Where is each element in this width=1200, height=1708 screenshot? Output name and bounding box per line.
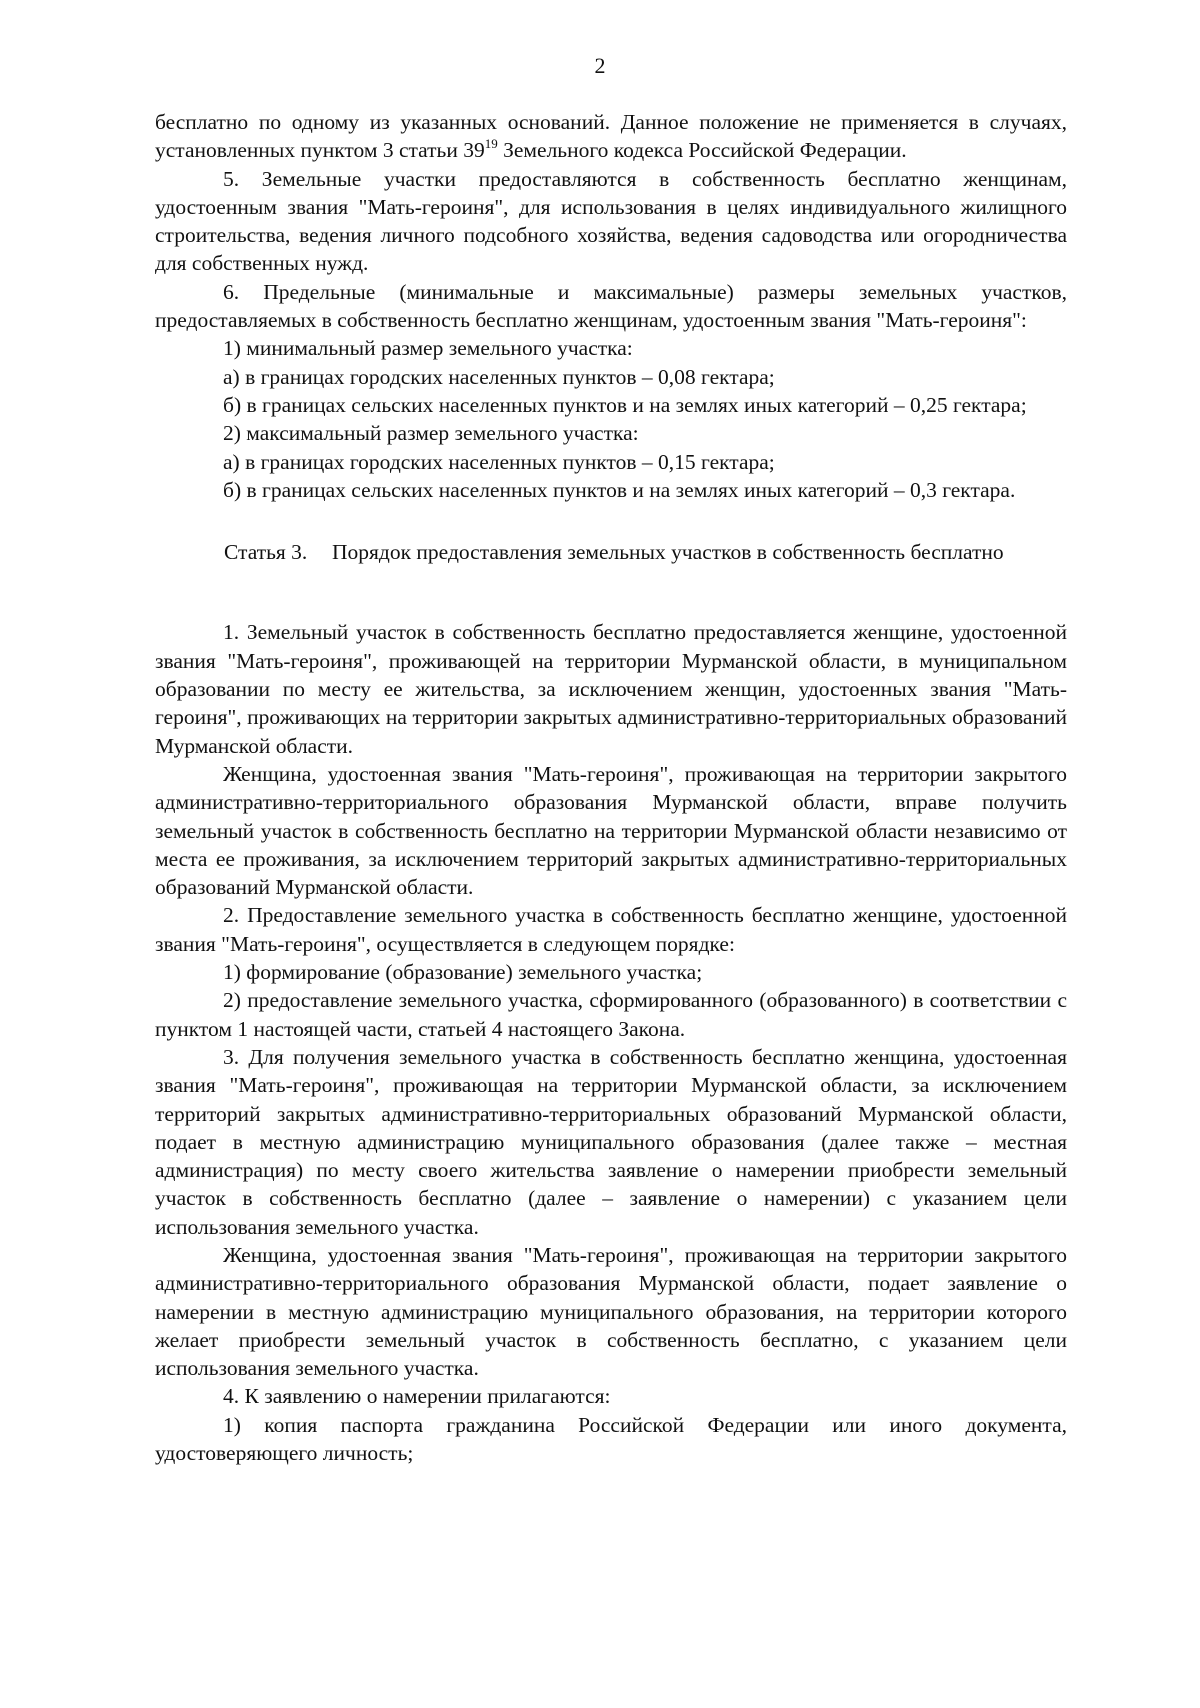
- paragraph: 1) копия паспорта гражданина Российской Федерации или иного документа, удостоверяющего личность;: [155, 1412, 1067, 1466]
- paragraph: 6. Предельные (минимальные и максимальные) размеры земельных участков, предоставляемых в собственность бесплатно женщинам, удостоенным звания "Мать-героиня":: [155, 279, 1067, 333]
- paragraph: б) в границах сельских населенных пунктов и на землях иных категорий – 0,25 гектара;: [223, 392, 1027, 417]
- page-number: 2: [594, 53, 606, 78]
- paragraph-text: Земельного кодекса Российской Федерации.: [497, 138, 907, 163]
- superscript: 19: [484, 136, 498, 152]
- paragraph: б) в границах сельских населенных пунктов и на землях иных категорий – 0,3 гектара.: [223, 477, 1016, 502]
- paragraph: 5. Земельные участки предоставляются в собственность бесплатно женщинам, удостоенным звания "Мать-героиня", для использования в целях индивидуального жилищного строительства, ведения личного подсобного хозяйства, ведения садоводства или огородничества для собственных нужд.: [155, 166, 1067, 276]
- article-heading: [155, 538, 1067, 566]
- paragraph: 2. Предоставление земельного участка в собственность бесплатно женщине, удостоенной звания "Мать-героиня", осуществляется в следующем порядке:: [155, 903, 1067, 956]
- paragraph: 1. Земельный участок в собственность бесплатно предоставляется женщине, удостоенной звания "Мать-героиня", проживающей на территории Мурманской области, в муниципальном образовании по месту ее жительства, за исключением женщин, удостоенных звания "Мать-героиня", проживающих на территории закрытых административно-территориальных образований Мурманской области.: [155, 620, 1067, 758]
- paragraph: 1) минимальный размер земельного участка:: [223, 336, 633, 361]
- paragraph: 3. Для получения земельного участка в собственность бесплатно женщина, удостоенная звания "Мать-героиня", проживающая на территории Мурманской области, за исключением территорий закрытых административно-территориальных образований Мурманской области, подает в местную администрацию муниципального образования (далее также – местная администрация) по месту своего жительства заявление о намерении приобрести земельный участок в собственность бесплатно (далее – заявление о намерении) с указанием цели использования земельного участка.: [155, 1044, 1067, 1239]
- paragraph: Женщина, удостоенная звания "Мать-героиня", проживающая на территории закрытого административно-территориального образования Мурманской области, вправе получить земельный участок в собственность бесплатно на территории Мурманской области независимо от места ее проживания, за исключением территорий закрытых административно-территориальных образований Мурманской области.: [155, 761, 1067, 900]
- paragraph: 2) предоставление земельного участка, сформированного (образованного) в соответствии с пунктом 1 настоящей части, статьей 4 настоящего Закона.: [155, 988, 1067, 1041]
- document-body: [155, 108, 1067, 1467]
- paragraph: а) в границах городских населенных пунктов – 0,08 гектара;: [223, 364, 775, 389]
- paragraph: а) в границах городских населенных пунктов – 0,15 гектара;: [223, 449, 775, 474]
- article-title: Порядок предоставления земельных участков в собственность бесплатно: [332, 540, 1004, 565]
- article-label: Статья 3.: [224, 540, 308, 565]
- paragraph: 2) максимальный размер земельного участка:: [223, 421, 639, 446]
- paragraph: [155, 108, 1067, 165]
- paragraph: Женщина, удостоенная звания "Мать-героиня", проживающая на территории закрытого административно-территориального образования Мурманской области, подает заявление о намерении в местную администрацию муниципального образования, на территории которого желает приобрести земельный участок в собственность бесплатно, с указанием цели использования земельного участка.: [155, 1242, 1067, 1381]
- paragraph: 1) формирование (образование) земельного участка;: [223, 960, 703, 985]
- paragraph-text: бесплатно по одному из указанных оснований. Данное положение не применяется в случаях, установленных пунктом 3 статьи 39: [155, 110, 1067, 163]
- paragraph: 4. К заявлению о намерении прилагаются:: [223, 1384, 611, 1409]
